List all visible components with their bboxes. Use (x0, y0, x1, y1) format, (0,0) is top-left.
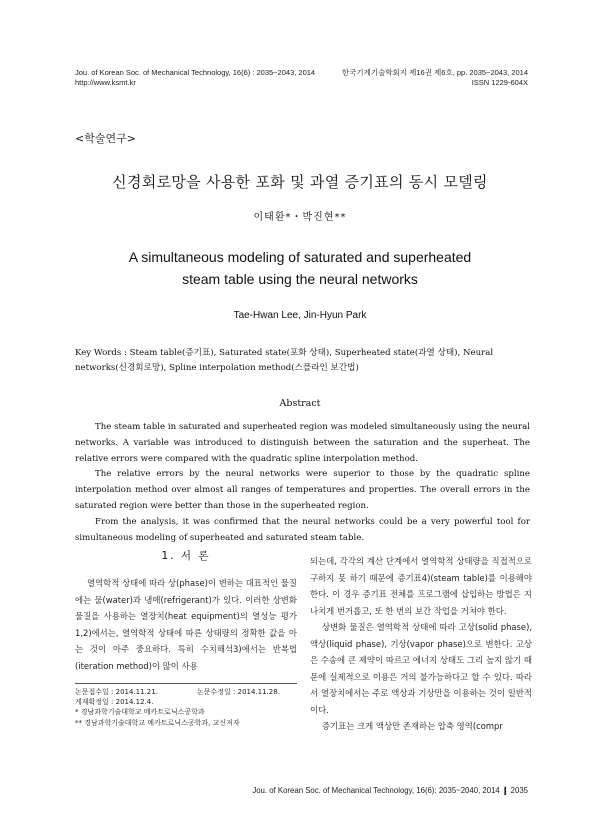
footer-separator: ❙ (501, 786, 509, 795)
footnote-dates (75, 687, 280, 697)
abstract-paragraph-1: The steam table in saturated and superheated region was modeled simultaneously using the neural networks. A variable was introduced to distinguish between the saturation and the superheat. The relative errors were compared with the quadratic spline interpolation method. (75, 422, 530, 464)
intro-paragraph-3: 증기표는 크게 액상만 존재하는 압축 영역(compr (322, 721, 503, 731)
intro-paragraph-2: 상변화 물질은 열역학적 상태에 따라 고상(solid phase), 액상(liquid phase), 기상(vapor phase)으로 변한다. 고상은 수송에 큰 제약이 따르고 에너지 상태도 그리 높지 않기 때문에 실제적으로 이용은 거의 불가능하다고 할 수 있다. 따라서 열장치에서는 주로 액상과 기상만을 이용하는 것이 일반적이다. (310, 622, 532, 715)
article-category: <학술연구> (75, 132, 136, 145)
title-korean: 신경회로망을 사용한 포화 및 과열 증기표의 동시 모델링 (112, 173, 488, 191)
journal-citation-en: Jou. of Korean Soc. of Mechanical Technology, 16(6) : 2035~2043, 2014 (75, 68, 316, 77)
author1-affiliation: * 경남과학기술대학교 메카트로닉스공학과 (75, 708, 205, 716)
footnote-divider (75, 683, 297, 684)
issn: ISSN 1229-604X (471, 78, 528, 87)
abstract-paragraph-3: From the analysis, it was confirmed that the neural networks could be a very powerful tool for simultaneous modeling of superheated and saturated steam table. (75, 516, 530, 543)
section-title-introduction: 1. 서 론 (161, 550, 211, 562)
abstract-paragraph-2: The relative errors by the neural networks were superior to those by the quadratic spline interpolation method over almost all ranges of temperatures and properties. The overall errors in the saturated region were better than those in the superheated region. (75, 469, 530, 511)
authors-english: Tae-Hwan Lee, Jin-Hyun Park (233, 310, 367, 321)
author2-affiliation: ** 경남과학기술대학교 메카트로닉스공학과, 교신저자 (75, 719, 240, 727)
keywords (75, 346, 530, 376)
title-english-line2: steam table using the neural networks (182, 271, 418, 287)
authors-korean: 이태환*・박진현** (253, 212, 347, 223)
abstract-body (75, 420, 530, 546)
title-english (0, 246, 600, 290)
journal-header-left (75, 68, 315, 88)
received-date: 논문접수일 : 2014.11.21. (75, 688, 158, 696)
intro-paragraph-1-cont: 되는데, 각각의 계산 단계에서 열역학적 상태량을 직접적으로 구하지 못 하기 때문에 증기표4)(steam table)를 이용해야 한다. 이 경우 증기표 전체를 프로그램에 삽입하는 방법은 지나치게 번거롭고, 또 한 번의 보간 작업을 거쳐야 한다. (310, 556, 532, 616)
footer-citation: Jou. of Korean Soc. of Mechanical Technology, 16(6): 2035~2040, 2014 (252, 786, 500, 795)
revised-date: 논문수정일 : 2014.11.28. (197, 688, 280, 696)
journal-url[interactable]: http://www.ksmt.kr (75, 78, 136, 87)
page-number: 2035 (510, 786, 528, 795)
title-english-line1: A simultaneous modeling of saturated and superheated (128, 249, 472, 265)
journal-citation-kr: 한국기계기술학회지 제16권 제6호, pp. 2035~2043, 2014 (341, 68, 528, 77)
body-column-right (310, 553, 532, 735)
body-column-left (75, 575, 297, 674)
journal-header-right (342, 68, 528, 88)
keywords-label: Key Words : (75, 348, 130, 358)
page-footer (252, 786, 528, 795)
accepted-date: 게재확정일 : 2014.12.4. (75, 698, 154, 706)
keywords-text: Steam table(증기표), Saturated state(포화 상태), Superheated state(과열 상태), Neural networks(신경회로망), Spline interpolation method(스플라인 보간법) (75, 348, 494, 373)
abstract-heading: Abstract (279, 398, 321, 409)
intro-paragraph-1: 열역학적 상태에 따라 상(phase)이 변하는 대표적인 물질에는 물(water)과 냉매(refrigerant)가 있다. 이러한 상변화 물질을 사용하는 열장치(heat equipment)의 열성능 평가1,2)에서는, 열역학적 상태에 따른 상태량의 정확한 값을 아는 것이 아주 중요하다. 특히 수치해석3)에서는 반복법(iteration method)이 많이 사용 (75, 578, 297, 671)
